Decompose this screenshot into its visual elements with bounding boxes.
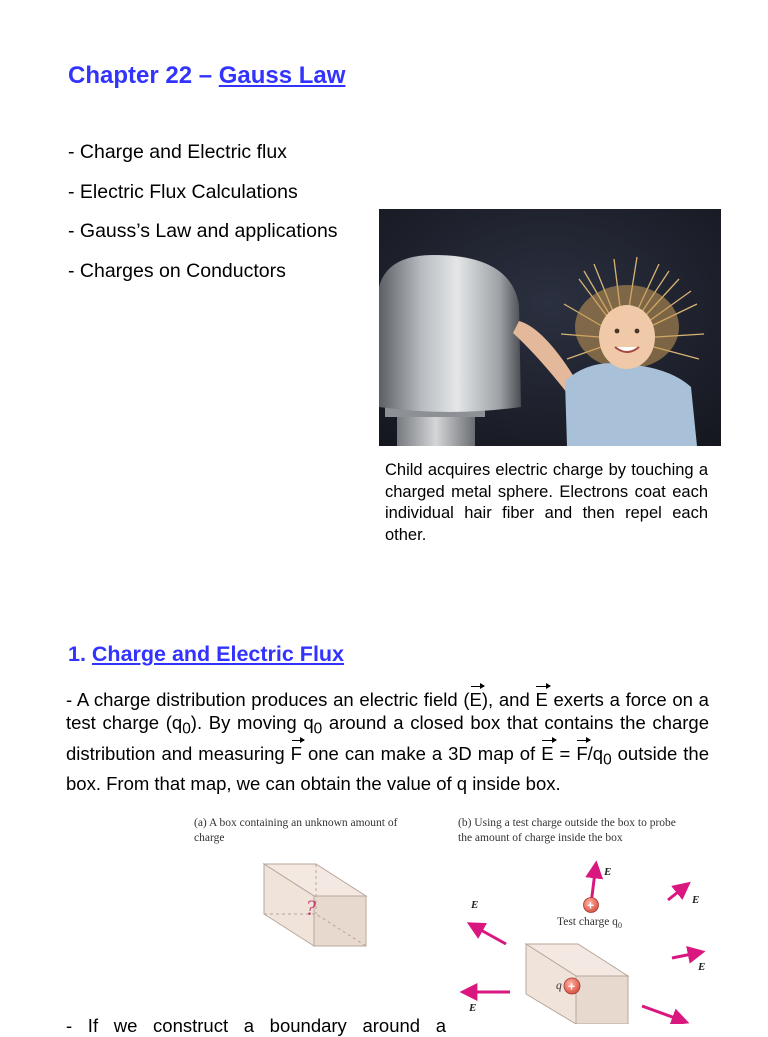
para-text: around a closed box that contains the charge distribution and measuring (66, 712, 709, 764)
para-text: ). By moving q (190, 712, 314, 734)
e-label: E (604, 866, 612, 878)
fig-a-caption: (a) A box containing an unknown amount of (194, 817, 398, 829)
test-charge-label: Test charge $q_0$ (557, 916, 622, 930)
gauss-law-link[interactable]: Gauss Law (218, 62, 346, 89)
topic-item: - Gauss’s Law and applications (68, 220, 338, 242)
photo-caption: Child acquires electric charge by touching a charged metal sphere. Electrons coat each individual hair fiber and then repel each other. (385, 461, 708, 544)
topic-item: - Electric Flux Calculations (68, 180, 298, 203)
child-eye (635, 329, 640, 334)
e-field-arrow (642, 1006, 686, 1022)
child-photo (379, 209, 721, 446)
e-vector: E (469, 689, 482, 710)
topic-list (68, 140, 338, 298)
test-charge-plus: + (587, 898, 595, 913)
section-title (68, 642, 344, 667)
subscript-zero: 0 (603, 751, 612, 769)
question-mark: ? (305, 895, 316, 920)
topic-item: - Charges on Conductors (68, 259, 286, 282)
child-eye (615, 329, 620, 334)
gauss-box-figure (180, 808, 720, 1024)
e-label: E (692, 894, 700, 906)
subscript-zero: 0 (313, 721, 323, 739)
inside-charge-plus: + (568, 979, 576, 994)
child-face (599, 305, 655, 369)
e-field-arrow (672, 952, 702, 958)
test-charge-subscript: 0 (617, 921, 622, 930)
fig-b-caption: the amount of charge inside the box (458, 832, 623, 844)
para-text: ), and (481, 689, 536, 710)
e-label: E (698, 961, 706, 973)
e-field-arrow (470, 924, 506, 944)
e-field-arrow (668, 884, 688, 900)
para-text: /q (587, 742, 604, 764)
e-label: E (469, 1002, 477, 1014)
chapter-title (68, 62, 345, 90)
bottom-paragraph: - If we construct a boundary around a (66, 1015, 446, 1036)
e-vector: E (541, 742, 554, 764)
fig-b-caption: (b) Using a test charge outside the box to probe (458, 817, 676, 829)
inside-charge-label: q (556, 980, 562, 992)
chapter-title-prefix: Chapter 22 – (68, 62, 219, 89)
para-text: = (553, 742, 577, 764)
e-vector: E (535, 689, 548, 710)
section-number: 1. (68, 642, 92, 666)
fig-a-caption: charge (194, 832, 225, 844)
subscript-zero: 0 (182, 721, 191, 739)
topic-item: - Charge and Electric flux (68, 141, 287, 163)
section-paragraph (66, 688, 709, 795)
f-vector: F (290, 742, 302, 764)
metal-dome (379, 255, 521, 412)
para-text: - A charge distribution produces an electric field ( (66, 689, 470, 710)
para-text: one can make a 3D map of (301, 742, 542, 764)
para-text: outside the box. From that map, we can obtain the value of q inside box. (66, 742, 709, 794)
e-label: E (471, 899, 479, 911)
para-text: exerts a force on a test charge (q (66, 689, 709, 734)
generator-stem (397, 414, 475, 446)
charge-flux-link[interactable]: Charge and Electric Flux (91, 642, 345, 666)
f-vector: F (576, 742, 588, 764)
